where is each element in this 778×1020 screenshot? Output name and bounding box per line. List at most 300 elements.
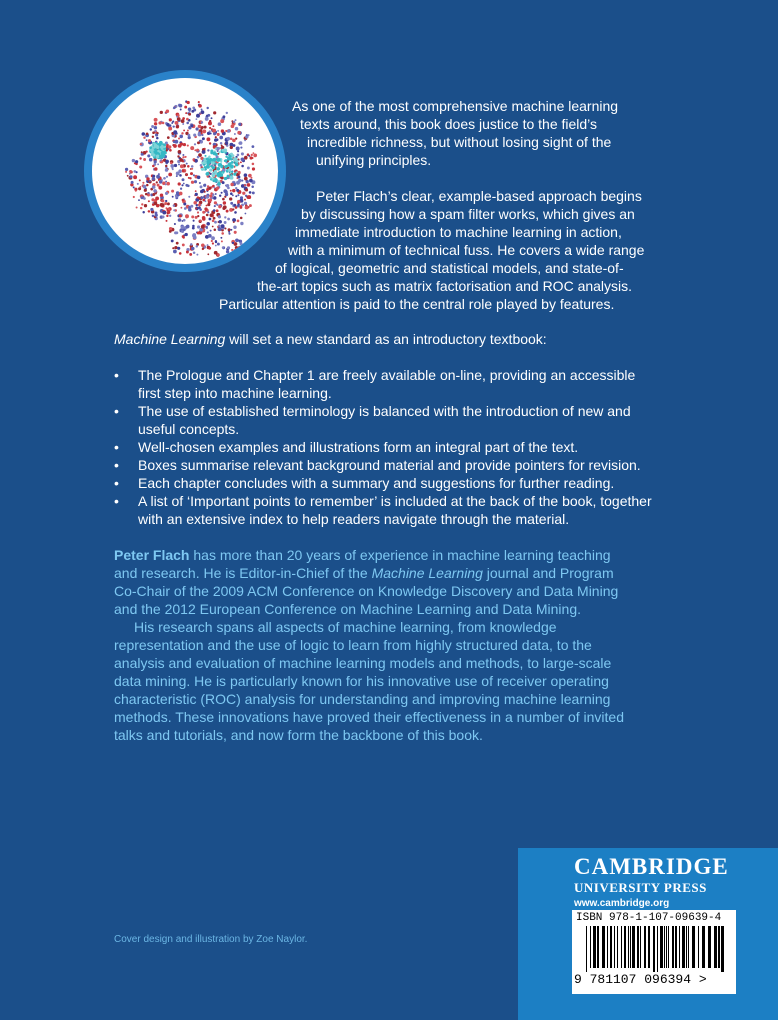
head-dot bbox=[185, 112, 187, 114]
head-dot bbox=[221, 240, 223, 242]
head-dot bbox=[196, 118, 198, 120]
head-dot bbox=[190, 205, 193, 208]
head-dot bbox=[185, 214, 189, 218]
head-dot bbox=[238, 201, 240, 203]
head-dot bbox=[229, 172, 231, 174]
head-dot bbox=[182, 243, 185, 246]
head-dot bbox=[172, 196, 174, 198]
head-dot bbox=[235, 138, 237, 140]
head-dot bbox=[238, 254, 241, 257]
intro-line: the-art topics such as matrix factorisation and ROC analysis. bbox=[257, 278, 633, 294]
head-dot bbox=[193, 252, 196, 255]
head-dot bbox=[147, 154, 150, 157]
head-dot bbox=[214, 205, 216, 207]
head-dot bbox=[245, 188, 248, 191]
head-dot bbox=[197, 211, 199, 213]
head-dot bbox=[238, 246, 241, 249]
head-dot bbox=[159, 180, 162, 183]
head-dot bbox=[234, 162, 236, 164]
head-dot bbox=[145, 150, 147, 152]
head-dot bbox=[209, 177, 211, 179]
head-dot bbox=[196, 254, 198, 256]
head-dot bbox=[146, 184, 148, 186]
head-dot bbox=[194, 180, 197, 183]
head-dot bbox=[191, 181, 194, 184]
head-dot bbox=[152, 154, 155, 157]
head-dot bbox=[191, 247, 194, 250]
head-dot bbox=[165, 168, 168, 171]
head-dot bbox=[180, 109, 182, 111]
head-dot bbox=[232, 253, 234, 255]
head-dot bbox=[216, 209, 219, 212]
head-dot bbox=[220, 142, 223, 145]
head-dot bbox=[149, 146, 152, 149]
head-dot bbox=[224, 177, 227, 180]
head-dot bbox=[199, 208, 202, 211]
list-item bbox=[114, 438, 654, 456]
bullet-symbol: • bbox=[114, 493, 119, 509]
head-dot bbox=[193, 160, 195, 162]
head-dot bbox=[240, 222, 243, 225]
bio-paragraph bbox=[114, 546, 634, 618]
intro-line: immediate introduction to machine learning in action, bbox=[295, 224, 622, 240]
head-dot bbox=[234, 211, 237, 214]
head-dot bbox=[213, 209, 216, 212]
barcode-bar bbox=[657, 926, 658, 972]
head-dot bbox=[210, 192, 213, 195]
head-dot bbox=[155, 196, 159, 200]
head-dot bbox=[251, 177, 253, 179]
head-dot bbox=[197, 156, 200, 159]
head-dot bbox=[152, 148, 154, 150]
intro-line: texts around, this book does justice to the field’s bbox=[300, 116, 598, 132]
head-dot bbox=[200, 185, 203, 188]
head-dot bbox=[154, 160, 157, 163]
head-dot bbox=[156, 137, 159, 140]
head-dot bbox=[135, 190, 137, 192]
bio-text: journal and Program Co-Chair of the 2009 ACM Conference on Knowledge Discovery and Data Mining and the 2012 European Conference on Machine Learning and Data Mining. bbox=[114, 565, 619, 617]
head-dot bbox=[192, 225, 195, 228]
head-dot bbox=[227, 157, 231, 161]
head-dot bbox=[201, 121, 203, 123]
head-dot bbox=[222, 149, 225, 152]
bullet-symbol: • bbox=[114, 439, 119, 455]
head-dot bbox=[212, 226, 214, 228]
head-dot bbox=[133, 186, 135, 188]
head-dot bbox=[150, 128, 152, 130]
barcode-number: 9 781107 096394 > bbox=[574, 972, 707, 987]
head-dot bbox=[191, 215, 194, 218]
head-dot bbox=[156, 145, 158, 147]
head-dot bbox=[142, 182, 144, 184]
head-dot bbox=[207, 160, 211, 164]
head-dot bbox=[173, 144, 177, 148]
head-dot bbox=[221, 129, 224, 132]
barcode-bar bbox=[660, 926, 663, 968]
lead-sentence bbox=[114, 331, 547, 347]
head-dot bbox=[227, 175, 230, 178]
barcode-bar bbox=[632, 926, 635, 968]
head-dot bbox=[225, 165, 228, 168]
head-dot bbox=[142, 132, 146, 136]
head-dot bbox=[241, 165, 244, 168]
publisher-block bbox=[518, 848, 778, 1020]
head-dot bbox=[187, 101, 190, 104]
head-dot bbox=[212, 180, 215, 183]
head-dot bbox=[139, 165, 142, 168]
journal-title: Machine Learning bbox=[371, 565, 483, 581]
head-dot bbox=[182, 199, 185, 202]
head-dot bbox=[191, 165, 194, 168]
head-dot bbox=[173, 140, 176, 143]
head-dot bbox=[218, 220, 222, 224]
head-dot bbox=[217, 158, 221, 162]
head-dot bbox=[187, 145, 189, 147]
head-dot bbox=[190, 243, 193, 246]
head-dot bbox=[200, 127, 203, 130]
head-dot bbox=[154, 126, 157, 129]
head-dot bbox=[219, 136, 223, 140]
head-dot bbox=[186, 122, 189, 125]
head-dot bbox=[253, 152, 255, 154]
head-dot bbox=[217, 243, 220, 246]
head-dot bbox=[247, 183, 251, 187]
head-dot bbox=[232, 139, 236, 143]
head-dot bbox=[218, 227, 222, 231]
head-dot bbox=[227, 187, 229, 189]
head-dot bbox=[134, 170, 137, 173]
head-dot bbox=[220, 237, 222, 239]
head-dot bbox=[238, 142, 241, 145]
head-dot bbox=[241, 157, 245, 161]
head-dot bbox=[229, 197, 232, 200]
head-dot bbox=[225, 142, 228, 145]
barcode-bar bbox=[621, 926, 622, 968]
head-dot bbox=[168, 145, 172, 149]
head-dot bbox=[181, 184, 183, 186]
head-dot bbox=[246, 134, 248, 136]
head-dot bbox=[214, 201, 217, 204]
head-dot bbox=[206, 205, 208, 207]
head-dot bbox=[225, 228, 227, 230]
head-dot bbox=[214, 221, 217, 224]
head-dot bbox=[212, 219, 215, 222]
head-dot bbox=[153, 189, 157, 193]
head-dot bbox=[233, 158, 236, 161]
head-dot bbox=[182, 154, 184, 156]
head-dot bbox=[207, 253, 209, 255]
head-dot bbox=[218, 151, 220, 153]
head-dot bbox=[222, 181, 225, 184]
head-dot bbox=[202, 217, 206, 221]
head-dot bbox=[186, 225, 190, 229]
head-dot bbox=[173, 209, 175, 211]
feature-list bbox=[114, 366, 654, 528]
head-dot bbox=[221, 232, 224, 235]
barcode-bar bbox=[686, 926, 687, 968]
head-dot bbox=[135, 160, 138, 163]
head-dot bbox=[177, 247, 180, 250]
head-dot bbox=[245, 157, 248, 160]
head-dot bbox=[232, 242, 234, 244]
barcode-bar bbox=[666, 926, 667, 968]
head-dot bbox=[216, 174, 219, 177]
head-dot bbox=[154, 130, 156, 132]
head-dot bbox=[177, 117, 181, 121]
head-dot bbox=[173, 250, 177, 254]
head-dot bbox=[166, 123, 170, 127]
head-dot bbox=[204, 148, 206, 150]
head-dot bbox=[191, 124, 194, 127]
head-dot bbox=[183, 183, 185, 185]
head-dot bbox=[215, 245, 217, 247]
barcode-bar bbox=[682, 926, 685, 968]
head-dot bbox=[170, 164, 174, 168]
head-dot bbox=[140, 143, 142, 145]
head-dot bbox=[178, 182, 181, 185]
head-dot bbox=[187, 184, 190, 187]
head-dot bbox=[187, 134, 190, 137]
head-dot bbox=[145, 193, 148, 196]
head-dot bbox=[227, 137, 231, 141]
head-dot bbox=[136, 206, 138, 208]
head-dot bbox=[180, 164, 184, 168]
head-dot bbox=[225, 155, 227, 157]
head-dot bbox=[247, 134, 249, 136]
head-dot bbox=[240, 253, 243, 256]
head-dot bbox=[152, 131, 155, 134]
head-dot bbox=[142, 211, 144, 213]
head-dot bbox=[212, 161, 215, 164]
barcode-bar bbox=[597, 926, 599, 968]
head-dot bbox=[169, 230, 172, 233]
head-dot bbox=[181, 119, 185, 123]
head-dot bbox=[239, 206, 242, 209]
head-dot bbox=[198, 104, 202, 108]
barcode-bar bbox=[718, 926, 720, 968]
head-dot bbox=[202, 137, 205, 140]
head-dot bbox=[208, 121, 212, 125]
head-dot bbox=[133, 196, 135, 198]
head-dot bbox=[220, 173, 223, 176]
author-bio bbox=[114, 546, 634, 744]
head-dot bbox=[210, 230, 212, 232]
head-dot bbox=[163, 146, 165, 148]
head-dot bbox=[190, 146, 194, 150]
barcode-bar bbox=[630, 926, 631, 968]
head-dot bbox=[213, 196, 217, 200]
head-dot bbox=[215, 147, 217, 149]
barcode-bar bbox=[593, 926, 596, 968]
head-dot bbox=[224, 216, 226, 218]
head-dot bbox=[179, 104, 183, 108]
head-dot bbox=[184, 207, 187, 210]
head-dot bbox=[241, 180, 243, 182]
head-dot bbox=[149, 158, 153, 162]
head-dot bbox=[158, 143, 161, 146]
head-dot bbox=[197, 232, 200, 235]
head-dot bbox=[204, 155, 206, 157]
head-dot bbox=[252, 163, 255, 166]
head-dot bbox=[218, 122, 222, 126]
head-dot bbox=[184, 106, 187, 109]
head-dot bbox=[219, 147, 221, 149]
lead-rest: will set a new standard as an introductory textbook: bbox=[225, 331, 547, 347]
head-dot bbox=[230, 146, 233, 149]
head-dot bbox=[204, 207, 207, 210]
head-dot bbox=[196, 127, 199, 130]
head-dot bbox=[187, 130, 189, 132]
barcode-bar bbox=[653, 926, 655, 972]
head-dot bbox=[249, 179, 253, 183]
head-dot bbox=[209, 218, 212, 221]
head-dot bbox=[154, 167, 158, 171]
head-dot bbox=[188, 208, 192, 212]
head-dot bbox=[230, 164, 234, 168]
head-dot bbox=[146, 177, 149, 180]
head-dot bbox=[206, 172, 209, 175]
head-dot bbox=[188, 113, 191, 116]
head-dot bbox=[195, 207, 197, 209]
head-dot bbox=[210, 213, 214, 217]
head-dot bbox=[143, 185, 147, 189]
head-dot bbox=[240, 217, 243, 220]
publisher-url: www.cambridge.org bbox=[574, 898, 670, 909]
list-item-text: Each chapter concludes with a summary and suggestions for further reading. bbox=[138, 475, 615, 491]
head-dot bbox=[175, 231, 178, 234]
head-dot bbox=[228, 168, 232, 172]
head-dot bbox=[214, 228, 217, 231]
head-dot bbox=[212, 129, 216, 133]
head-dot bbox=[200, 157, 203, 160]
head-dot bbox=[140, 207, 142, 209]
head-dot bbox=[207, 203, 210, 206]
head-dot bbox=[132, 159, 135, 162]
barcode-label bbox=[572, 910, 736, 994]
head-dot bbox=[236, 189, 239, 192]
head-dot bbox=[209, 195, 212, 198]
head-dot bbox=[180, 207, 182, 209]
list-item-text: Well-chosen examples and illustrations form an integral part of the text. bbox=[138, 439, 579, 455]
head-dot bbox=[252, 191, 255, 194]
head-dot bbox=[183, 129, 185, 131]
head-dot bbox=[195, 216, 198, 219]
head-dot bbox=[232, 194, 234, 196]
barcode-bar bbox=[640, 926, 641, 968]
head-dot bbox=[179, 252, 182, 255]
head-dot bbox=[171, 190, 174, 193]
head-dot bbox=[203, 129, 206, 132]
head-dot bbox=[146, 132, 149, 135]
head-dot bbox=[201, 162, 204, 165]
head-dot bbox=[201, 168, 204, 171]
head-dot bbox=[192, 106, 195, 109]
head-dot bbox=[208, 234, 212, 238]
head-dot bbox=[186, 251, 189, 254]
head-dot bbox=[162, 215, 165, 218]
head-dot bbox=[198, 101, 200, 103]
head-dot bbox=[215, 241, 217, 243]
head-dot bbox=[150, 208, 153, 211]
head-dot bbox=[193, 220, 195, 222]
head-dot bbox=[240, 147, 242, 149]
head-dot bbox=[244, 184, 246, 186]
head-dot bbox=[233, 121, 235, 123]
head-dot bbox=[172, 247, 174, 249]
head-dot bbox=[152, 185, 156, 189]
head-dot bbox=[207, 163, 210, 166]
head-dot bbox=[161, 203, 164, 206]
head-dot bbox=[148, 139, 151, 142]
head-dot bbox=[176, 116, 178, 118]
head-dot bbox=[227, 246, 230, 249]
head-dot bbox=[237, 150, 239, 152]
head-dot bbox=[213, 187, 215, 189]
head-dot bbox=[160, 111, 163, 114]
head-dot bbox=[157, 163, 159, 165]
head-dot bbox=[238, 123, 241, 126]
barcode-bar bbox=[672, 926, 674, 968]
head-dot bbox=[186, 163, 188, 165]
head-dot bbox=[197, 176, 201, 180]
head-dot bbox=[178, 137, 180, 139]
head-dot bbox=[212, 158, 216, 162]
head-dot bbox=[214, 163, 216, 165]
head-dot bbox=[253, 154, 257, 158]
head-dot bbox=[223, 201, 226, 204]
head-dot bbox=[144, 189, 147, 192]
head-dot bbox=[157, 150, 160, 153]
head-dot bbox=[199, 112, 201, 114]
barcode-bar bbox=[602, 926, 605, 968]
head-dot bbox=[232, 208, 234, 210]
head-dot bbox=[237, 220, 240, 223]
head-dot bbox=[217, 133, 220, 136]
head-dot bbox=[204, 126, 207, 129]
head-dot bbox=[146, 139, 148, 141]
head-dot bbox=[226, 250, 229, 253]
list-item bbox=[114, 474, 654, 492]
head-dot bbox=[213, 153, 216, 156]
head-dot bbox=[247, 167, 250, 170]
head-dot bbox=[230, 190, 232, 192]
head-dot bbox=[187, 165, 190, 168]
head-dot bbox=[185, 156, 187, 158]
head-dot bbox=[209, 169, 212, 172]
barcode-bar bbox=[714, 926, 717, 968]
head-dot bbox=[223, 189, 227, 193]
head-dot bbox=[169, 227, 172, 230]
head-dot bbox=[190, 172, 193, 175]
head-dot bbox=[178, 144, 182, 148]
head-dot bbox=[242, 192, 245, 195]
head-dot bbox=[212, 242, 214, 244]
head-dot bbox=[171, 239, 174, 242]
head-dot bbox=[225, 130, 227, 132]
head-dot bbox=[248, 155, 250, 157]
head-dot bbox=[251, 154, 253, 156]
head-dot bbox=[141, 151, 143, 153]
head-dot bbox=[210, 133, 212, 135]
head-dot bbox=[181, 132, 183, 134]
head-dot bbox=[175, 121, 179, 125]
head-dot bbox=[212, 174, 216, 178]
head-dot bbox=[217, 182, 221, 186]
barcode-bar bbox=[698, 926, 699, 968]
head-dot bbox=[201, 132, 203, 134]
head-dot bbox=[165, 220, 167, 222]
head-dot bbox=[237, 176, 240, 179]
